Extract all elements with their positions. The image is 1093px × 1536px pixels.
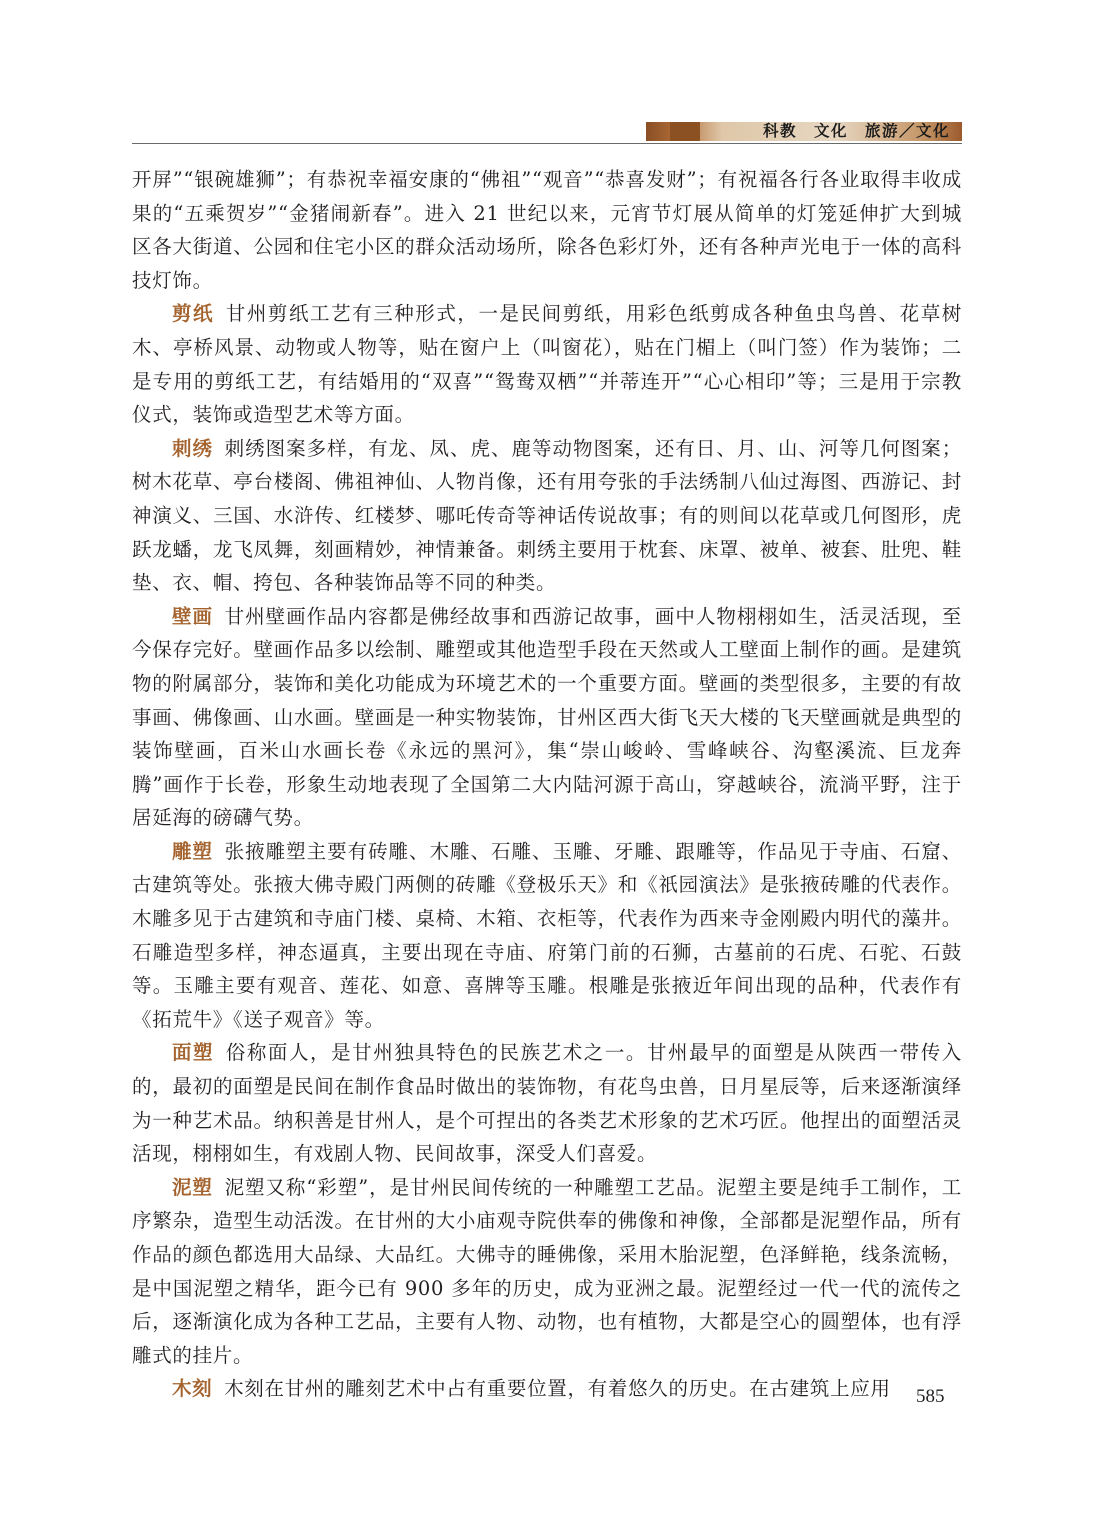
header-section-title: 科教 文化 旅游／文化 xyxy=(762,122,950,140)
header-marker-block xyxy=(670,122,700,141)
section-term: 剪纸 xyxy=(171,302,215,326)
section-text: 张掖雕塑主要有砖雕、木雕、石雕、玉雕、牙雕、跟雕等，作品见于寺庙、石窟、古建筑等处。张掖大佛寺殿门两侧的砖雕《登极乐天》和《祇园演法》是张掖砖雕的代表作。木雕多见于古建筑和寺庙门楼、桌椅、木箱、衣柜等，代表作为西来寺金刚殿内明代的藻井。石雕造型多样，神态逼真，主要出现在寺庙、府第门前的石狮，古墓前的石虎、石驼、石鼓等。玉雕主要有观音、莲花、如意、喜牌等玉雕。根雕是张掖近年间出现的品种，代表作有《拓荒牛》《送子观音》等。 xyxy=(132,839,962,1031)
section-nisu xyxy=(132,1171,962,1373)
header-rule xyxy=(132,143,962,144)
section-text: 甘州剪纸工艺有三种形式，一是民间剪纸，用彩色纸剪成各种鱼虫鸟兽、花草树木、亭桥风景、动物或人物等，贴在窗户上（叫窗花），贴在门楣上（叫门签）作为装饰；二是专用的剪纸工艺，有结婚用的“双喜”“鸳鸯双栖”“并蒂连开”“心心相印”等；三是用于宗教仪式，装饰或造型艺术等方面。 xyxy=(132,302,962,427)
section-text: 俗称面人，是甘州独具特色的民族艺术之一。甘州最早的面塑是从陕西一带传入的，最初的面塑是民间在制作食品时做出的装饰物，有花鸟虫兽，日月星辰等，后来逐渐演绎为一种艺术品。纳积善是甘州人，是个可捏出的各类艺术形象的艺术巧匠。他捏出的面塑活灵活现，栩栩如生，有戏剧人物、民间故事，深受人们喜爱。 xyxy=(132,1041,962,1166)
section-term: 木刻 xyxy=(171,1377,213,1401)
section-jianzhi xyxy=(132,297,962,431)
section-miansu xyxy=(132,1036,962,1170)
section-text: 木刻在甘州的雕刻艺术中占有重要位置，有着悠久的历史。在古建筑上应用 xyxy=(224,1377,891,1401)
section-term: 泥塑 xyxy=(171,1175,213,1199)
section-cixiu xyxy=(132,432,962,600)
section-text: 泥塑又称“彩塑”，是甘州民间传统的一种雕塑工艺品。泥塑主要是纯手工制作，工序繁杂，造型生动活泼。在甘州的大小庙观寺院供奉的佛像和神像，全部都是泥塑作品，所有作品的颜色都选用大品绿、大品红。大佛寺的睡佛像，采用木胎泥塑，色泽鲜艳，线条流畅，是中国泥塑之精华，距今已有 900 多年的历史，成为亚洲之最。泥塑经过一代一代的流传之后，逐渐演化成为各种工艺品，主要有人物、动物，也有植物，大都是空心的圆塑体，也有浮雕式的挂片。 xyxy=(132,1175,962,1367)
section-text: 甘州壁画作品内容都是佛经故事和西游记故事，画中人物栩栩如生，活灵活现，至今保存完好。壁画作品多以绘制、雕塑或其他造型手段在天然或人工壁面上制作的画。是建筑物的附属部分，装饰和美化功能成为环境艺术的一个重要方面。壁画的类型很多，主要的有故事画、佛像画、山水画。壁画是一种实物装饰，甘州区西大街飞天大楼的飞天壁画就是典型的装饰壁画，百米山水画长卷《永远的黑河》，集“崇山峻岭、雪峰峡谷、沟壑溪流、巨龙奔腾”画作于长卷，形象生动地表现了全国第二大内陆河源于高山，穿越峡谷，流淌平野，注于居延海的磅礴气势。 xyxy=(132,604,962,830)
section-term: 雕塑 xyxy=(171,839,213,863)
section-term: 面塑 xyxy=(171,1041,215,1065)
section-text: 刺绣图案多样，有龙、凤、虎、鹿等动物图案，还有日、月、山、河等几何图案；树木花草、亭台楼阁、佛祖神仙、人物肖像，还有用夸张的手法绣制八仙过海图、西游记、封神演义、三国、水浒传、红楼梦、哪吒传奇等神话传说故事；有的则间以花草或几何图形，虎跃龙蟠，龙飞凤舞，刻画精妙，神情兼备。刺绣主要用于枕套、床罩、被单、被套、肚兜、鞋垫、衣、帽、挎包、各种装饰品等不同的种类。 xyxy=(132,436,962,595)
section-muke xyxy=(132,1372,962,1406)
running-header xyxy=(132,120,962,144)
section-term: 刺绣 xyxy=(171,436,213,460)
section-diaosu xyxy=(132,835,962,1037)
section-bihua xyxy=(132,600,962,835)
page-number: 585 xyxy=(916,1386,945,1407)
page-body xyxy=(132,163,962,1406)
section-term: 壁画 xyxy=(171,604,213,628)
intro-paragraph: 开屏”“银碗雄狮”；有恭祝幸福安康的“佛祖”“观音”“恭喜发财”；有祝福各行各业取得丰收成果的“五乘贺岁”“金猪闹新春”。进入 21 世纪以来，元宵节灯展从简单的灯笼延伸扩大到城区各大街道、公园和住宅小区的群众活动场所，除各色彩灯外，还有各种声光电于一体的高科技灯饰。 xyxy=(132,168,962,292)
